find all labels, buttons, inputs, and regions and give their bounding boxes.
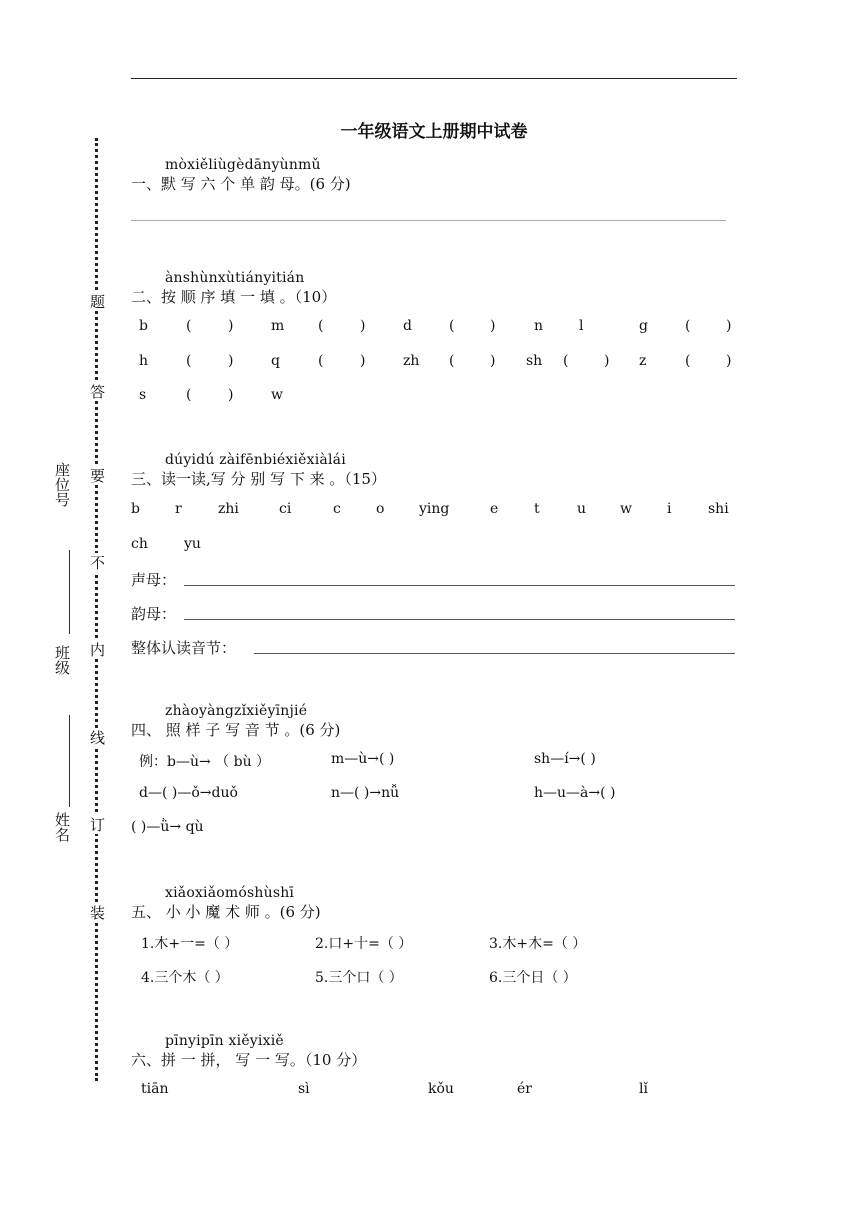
shengmu-label: 声母： xyxy=(131,571,177,589)
section-1-heading: 一、默 写 六 个 单 韵 母。(6 分) xyxy=(131,175,351,193)
s5-item: 2.口+十=（ ） xyxy=(315,936,413,952)
class-field-line[interactable] xyxy=(69,550,70,634)
s2-r1-paren: ( xyxy=(685,318,691,334)
s2-r1-l: l xyxy=(579,318,584,334)
section-1-pinyin: mòxiěliùgèdānyùnmǔ xyxy=(165,157,321,173)
binding-char-7: 订 xyxy=(88,817,106,832)
s3-r1-item: ying xyxy=(419,501,450,517)
s5-item: 4.三个木（ ） xyxy=(141,970,229,986)
shengmu-answer-line[interactable] xyxy=(184,585,735,586)
binding-char-2: 答 xyxy=(88,384,106,399)
binding-char-6: 线 xyxy=(88,730,106,745)
s2-r2-paren: ( xyxy=(685,353,691,369)
section-2-pinyin: ànshùnxùtiányitián xyxy=(165,270,305,286)
s2-r1-paren: ) xyxy=(490,318,496,334)
s3-r1-item: e xyxy=(490,501,499,517)
zhengti-answer-line[interactable] xyxy=(254,653,735,654)
s5-item: 1.木+一=（ ） xyxy=(141,936,239,952)
header-rule xyxy=(131,78,737,79)
s4-item: ( )—ǜ→ qù xyxy=(131,819,204,835)
s3-r1-item: r xyxy=(175,501,182,517)
s2-r2-q: q xyxy=(271,353,280,369)
s2-r2-paren: ( xyxy=(449,353,455,369)
s2-r2-h: h xyxy=(139,353,149,369)
s2-r2-paren: ) xyxy=(360,353,366,369)
s6-word: tiān xyxy=(141,1081,169,1097)
section-4-heading: 四、 照 样 子 写 音 节 。(6 分) xyxy=(131,721,341,739)
s3-r1-item: w xyxy=(620,501,632,517)
s3-r1-item: b xyxy=(131,501,140,517)
section-1-answer-line[interactable] xyxy=(131,220,726,221)
s4-item: m—ù→( ) xyxy=(331,751,395,767)
s2-r1-m: m xyxy=(271,318,285,334)
s3-r1-item: i xyxy=(667,501,672,517)
section-4-pinyin: zhàoyàngzǐxiěyīnjié xyxy=(165,703,308,719)
section-5-pinyin: xiǎoxiǎomóshùshī xyxy=(165,885,295,901)
s4-item: sh—í→( ) xyxy=(534,751,596,767)
s5-item: 5.三个口（ ） xyxy=(315,970,403,986)
s3-r1-item: c xyxy=(333,501,341,517)
s2-r2-paren: ) xyxy=(604,353,610,369)
s6-word: lǐ xyxy=(639,1081,648,1097)
section-3-heading: 三、读一读,写 分 别 写 下 来 。（15） xyxy=(131,470,386,488)
s2-r1-paren: ( xyxy=(186,318,192,334)
s6-word: ér xyxy=(517,1081,532,1097)
s6-word: sì xyxy=(298,1081,310,1097)
s3-r2-item: yu xyxy=(184,536,201,552)
s2-r1-b: b xyxy=(139,318,148,334)
s2-r2-paren: ( xyxy=(318,353,324,369)
binding-char-4: 不 xyxy=(88,555,106,570)
s2-r2-paren: ( xyxy=(563,353,569,369)
s2-r3-paren: ( xyxy=(186,387,192,403)
s2-r2-paren: ) xyxy=(490,353,496,369)
s4-example: 例：b—ù→ （ bù ） xyxy=(139,754,271,770)
page-title: 一年级语文上册期中试卷 xyxy=(340,122,528,142)
s2-r1-paren: ) xyxy=(228,318,234,334)
s5-item: 6.三个日（ ） xyxy=(489,970,577,986)
s2-r1-paren: ) xyxy=(360,318,366,334)
binding-char-5: 内 xyxy=(88,642,106,657)
s4-item: d—( )—ǒ→duǒ xyxy=(139,785,238,801)
s2-r1-paren: ( xyxy=(318,318,324,334)
binding-char-1: 题 xyxy=(88,294,106,309)
s6-word: kǒu xyxy=(428,1081,454,1097)
section-5-heading: 五、 小 小 魔 术 师 。(6 分) xyxy=(131,903,321,921)
section-2-heading: 二、按 顺 序 填 一 填 。（10） xyxy=(131,288,337,306)
yunmu-label: 韵母： xyxy=(131,605,177,623)
s2-r3-paren: ) xyxy=(228,387,234,403)
binding-dotted-line xyxy=(95,138,98,1081)
section-6-heading: 六、拼 一 拼， 写 一 写。（10 分） xyxy=(131,1051,367,1069)
s3-r1-item: o xyxy=(376,501,385,517)
yunmu-answer-line[interactable] xyxy=(184,619,735,620)
name-field-line[interactable] xyxy=(69,715,70,807)
s2-r3-s: s xyxy=(139,387,147,403)
binding-char-3: 要 xyxy=(88,468,106,483)
s2-r2-paren: ( xyxy=(186,353,192,369)
s3-r1-item: ci xyxy=(279,501,292,517)
s2-r1-g: g xyxy=(639,318,648,334)
s5-item: 3.木+木=（ ） xyxy=(489,936,587,952)
s2-r2-paren: ) xyxy=(726,353,732,369)
s2-r2-paren: ) xyxy=(228,353,234,369)
section-6-pinyin: pīnyipīn xiěyixiě xyxy=(165,1033,284,1049)
s3-r1-item: t xyxy=(534,501,540,517)
zhengti-label: 整体认读音节： xyxy=(131,639,237,657)
s4-item: n—( )→nǚ xyxy=(331,785,400,801)
s2-r1-d: d xyxy=(403,318,412,334)
section-3-pinyin: dúyidú zàifēnbiéxiěxiàlái xyxy=(165,452,346,468)
seat-number-label: 座位号 xyxy=(53,462,71,507)
s3-r1-item: zhi xyxy=(218,501,239,517)
s2-r1-paren: ( xyxy=(449,318,455,334)
s4-item: h—u—à→( ) xyxy=(534,785,616,801)
binding-char-8: 装 xyxy=(88,905,106,920)
s2-r1-n: n xyxy=(534,318,544,334)
s2-r2-sh: sh xyxy=(526,353,543,369)
s2-r2-zh: zh xyxy=(403,353,420,369)
s2-r2-z: z xyxy=(639,353,647,369)
s2-r3-w: w xyxy=(271,387,283,403)
s3-r2-item: ch xyxy=(131,536,148,552)
s2-r1-paren: ) xyxy=(726,318,732,334)
class-label: 班级 xyxy=(53,645,71,675)
s3-r1-item: u xyxy=(577,501,587,517)
name-label: 姓名 xyxy=(53,812,71,842)
s3-r1-item: shi xyxy=(708,501,729,517)
